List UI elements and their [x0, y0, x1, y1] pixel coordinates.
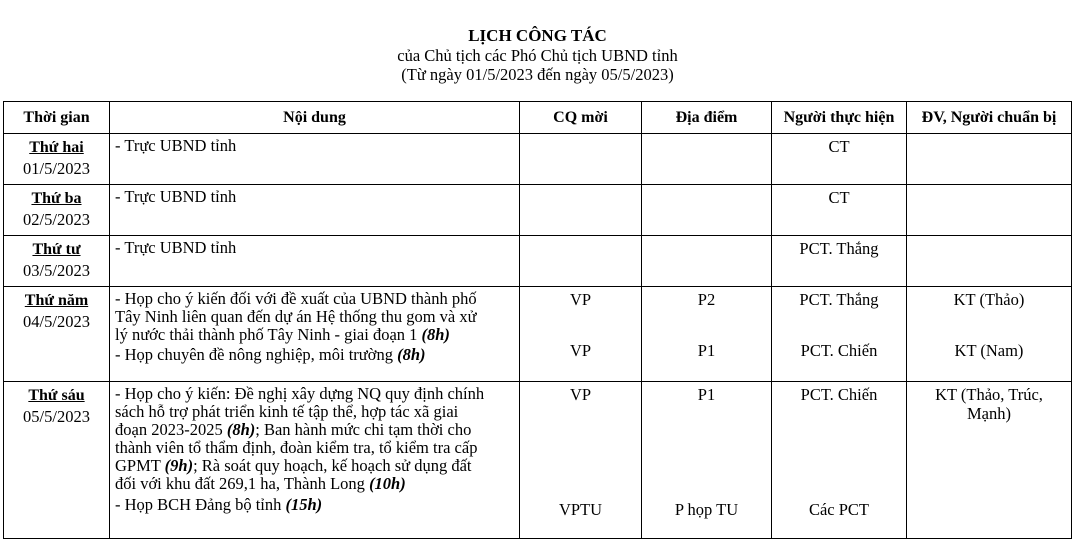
table-row	[4, 287, 1072, 382]
table-row	[4, 134, 1072, 185]
performer-cell: PCT. Thắng	[772, 236, 907, 287]
agenda-time: (8h)	[397, 345, 426, 364]
day-name: Thứ hai	[29, 139, 84, 156]
col-header-preparer: ĐV, Người chuẩn bị	[907, 102, 1072, 134]
agenda-text: đối với khu đất 269,1 ha, Thành Long	[115, 474, 370, 493]
location-cell	[642, 287, 772, 382]
agenda-text: ; Rà soát quy hoạch, kế hoạch sử dụng đất	[193, 456, 472, 475]
agenda-text: đoạn 2023-2025	[115, 420, 227, 439]
agenda-line	[115, 475, 513, 493]
content-cell	[110, 134, 520, 185]
day-name: Thứ sáu	[28, 387, 85, 404]
inviter-cell	[520, 287, 642, 382]
location-cell	[642, 382, 772, 539]
agenda-time: (9h)	[164, 456, 194, 475]
inviter-value: VP	[569, 341, 592, 360]
col-header-time: Thời gian	[4, 102, 110, 134]
document-header	[0, 26, 1075, 84]
location-cell	[642, 185, 772, 236]
agenda-line: sách hỗ trợ phát triển kinh tế tập thể, hợp tác xã giai	[115, 402, 459, 421]
performer-cell	[772, 382, 907, 539]
day-cell	[4, 236, 110, 287]
day-cell	[4, 134, 110, 185]
agenda-text: - Họp chuyên đề nông nghiệp, môi trường	[115, 345, 398, 364]
col-header-location: Địa điểm	[642, 102, 772, 134]
content-cell	[110, 287, 520, 382]
performer-value: Các PCT	[808, 500, 870, 519]
agenda-line	[115, 457, 513, 475]
agenda-item: - Trực UBND tỉnh	[115, 187, 237, 206]
table-row	[4, 236, 1072, 287]
agenda-line	[115, 421, 513, 439]
table-header-row	[4, 102, 1072, 134]
inviter-value: VPTU	[558, 500, 603, 519]
inviter-cell	[520, 134, 642, 185]
location-value: P1	[697, 385, 716, 404]
day-cell	[4, 185, 110, 236]
table-row	[4, 185, 1072, 236]
day-date: 04/5/2023	[23, 312, 90, 331]
agenda-time: (8h)	[421, 325, 450, 344]
agenda-text: ; Ban hành mức chi tạm thời cho	[255, 420, 472, 439]
preparer-value: KT (Thảo)	[953, 290, 1025, 309]
inviter-cell	[520, 236, 642, 287]
preparer-value: Mạnh)	[967, 404, 1011, 423]
day-date: 02/5/2023	[23, 210, 90, 229]
performer-cell: CT	[772, 134, 907, 185]
day-date: 03/5/2023	[23, 261, 90, 280]
preparer-cell	[907, 287, 1072, 382]
document-subtitle: của Chủ tịch các Phó Chủ tịch UBND tỉnh	[397, 46, 678, 65]
content-cell	[110, 382, 520, 539]
agenda-text: GPMT	[115, 456, 165, 475]
agenda-time: (8h)	[226, 420, 256, 439]
agenda-text: - Họp BCH Đảng bộ tỉnh	[115, 495, 286, 514]
col-header-inviter: CQ mời	[520, 102, 642, 134]
col-header-content: Nội dung	[110, 102, 520, 134]
location-cell	[642, 236, 772, 287]
day-cell	[4, 287, 110, 382]
agenda-line: - Họp cho ý kiến: Đề nghị xây dựng NQ quy định chính	[115, 384, 485, 403]
performer-value: PCT. Chiến	[800, 341, 878, 360]
preparer-value: KT (Thảo, Trúc,	[935, 385, 1043, 404]
agenda-time: (10h)	[369, 474, 406, 493]
preparer-cell	[907, 134, 1072, 185]
document-title: LỊCH CÔNG TÁC	[468, 26, 607, 45]
performer-cell	[772, 287, 907, 382]
inviter-value: VP	[569, 385, 592, 404]
location-value: P họp TU	[674, 500, 739, 519]
content-cell	[110, 185, 520, 236]
agenda-time: (15h)	[285, 495, 323, 514]
agenda-line	[115, 346, 513, 364]
agenda-text: lý nước thải thành phố Tây Ninh - giai đoạn 1	[115, 325, 422, 344]
day-cell	[4, 382, 110, 539]
preparer-value: KT (Nam)	[954, 341, 1024, 360]
performer-cell: CT	[772, 185, 907, 236]
location-cell	[642, 134, 772, 185]
agenda-item: - Trực UBND tỉnh	[115, 136, 237, 155]
inviter-value: VP	[569, 290, 592, 309]
performer-value: PCT. Thắng	[799, 290, 879, 309]
day-name: Thứ năm	[24, 292, 89, 309]
agenda-line	[115, 326, 513, 344]
day-name: Thứ tư	[32, 241, 81, 258]
day-date: 05/5/2023	[23, 407, 90, 426]
agenda-item: - Trực UBND tỉnh	[115, 238, 237, 257]
col-header-performer: Người thực hiện	[772, 102, 907, 134]
agenda-line	[115, 496, 513, 514]
schedule-table	[3, 101, 1072, 539]
inviter-cell	[520, 185, 642, 236]
inviter-cell	[520, 382, 642, 539]
agenda-line: Tây Ninh liên quan đến dự án Hệ thống thu gom và xử	[115, 307, 477, 326]
preparer-cell	[907, 185, 1072, 236]
location-value: P2	[697, 290, 716, 309]
preparer-cell	[907, 236, 1072, 287]
location-value: P1	[697, 341, 716, 360]
day-name: Thứ ba	[31, 190, 82, 207]
performer-value: PCT. Chiến	[800, 385, 878, 404]
day-date: 01/5/2023	[23, 159, 90, 178]
agenda-line: thành viên tổ thẩm định, đoàn kiểm tra, tổ kiểm tra cấp	[115, 438, 478, 457]
table-row	[4, 382, 1072, 539]
date-range: (Từ ngày 01/5/2023 đến ngày 05/5/2023)	[401, 65, 674, 84]
preparer-cell	[907, 382, 1072, 539]
agenda-line: - Họp cho ý kiến đối với đề xuất của UBND thành phố	[115, 289, 477, 308]
content-cell	[110, 236, 520, 287]
